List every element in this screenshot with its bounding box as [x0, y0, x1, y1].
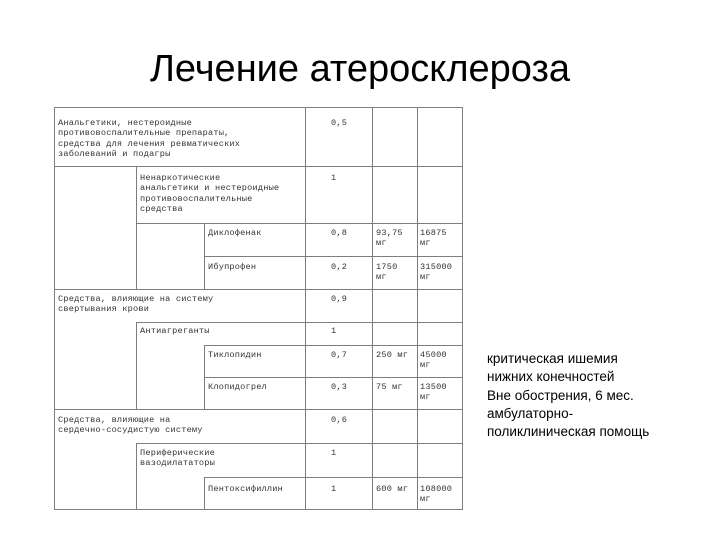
table-cell-course-dose: 45000 мг: [420, 350, 447, 371]
table-cell-name: Диклофенак: [208, 228, 262, 238]
table-cell-course-dose: 13500 мг: [420, 382, 447, 403]
table-cell-coefficient: 1: [331, 484, 337, 494]
row-divider: [136, 443, 463, 444]
table-cell-name: Тиклопидин: [208, 350, 262, 360]
row-divider: [54, 409, 463, 410]
row-divider: [136, 223, 463, 224]
table-cell-name: Антиагреганты: [140, 326, 210, 336]
slide-title: Лечение атеросклероза: [149, 48, 571, 90]
table-cell-coefficient: 0,5: [331, 118, 348, 128]
row-divider: [204, 377, 463, 378]
drug-table: [54, 107, 463, 510]
column-divider: [417, 107, 418, 510]
table-cell-coefficient: 0,8: [331, 228, 348, 238]
table-border-left: [54, 107, 55, 510]
column-divider: [204, 477, 205, 509]
note-line: нижних конечностей: [487, 369, 615, 385]
table-cell-coefficient: 0,6: [331, 415, 348, 425]
table-cell-name: Клопидогрел: [208, 382, 267, 392]
table-cell-course-dose: 108000 мг: [420, 484, 453, 505]
row-divider: [136, 322, 463, 323]
column-divider: [136, 322, 137, 409]
table-cell-coefficient: 1: [331, 173, 337, 183]
row-divider: [204, 256, 463, 257]
note-line: Вне обострения, 6 мес.: [487, 387, 634, 403]
table-cell-coefficient: 1: [331, 448, 337, 458]
table-border-bottom: [54, 509, 463, 510]
table-cell-daily-dose: 250 мг: [376, 350, 409, 360]
column-divider: [204, 223, 205, 289]
row-divider: [204, 477, 463, 478]
row-divider: [54, 166, 463, 167]
row-divider: [204, 345, 463, 346]
table-cell-course-dose: 315000 мг: [420, 262, 453, 283]
row-divider: [54, 289, 463, 290]
table-cell-name: Периферические вазодилататоры: [140, 448, 215, 469]
table-cell-name: Ибупрофен: [208, 262, 257, 272]
note-line: поликлиническая помощь: [487, 424, 650, 440]
table-cell-name: Средства, влияющие на систему свертывания крови: [58, 294, 214, 315]
column-divider: [305, 107, 306, 510]
table-cell-name: Пентоксифиллин: [208, 484, 283, 494]
column-divider: [136, 166, 137, 289]
table-border-right: [462, 107, 463, 510]
table-cell-name: Средства, влияющие на сердечно-сосудистую систему: [58, 415, 203, 436]
table-cell-coefficient: 0,3: [331, 382, 348, 392]
table-cell-coefficient: 0,7: [331, 350, 348, 360]
table-cell-coefficient: 0,2: [331, 262, 348, 272]
treatment-conditions-note: [487, 350, 649, 441]
column-divider: [136, 443, 137, 509]
note-line: амбулаторно-: [487, 405, 574, 421]
table-cell-coefficient: 1: [331, 326, 337, 336]
table-cell-coefficient: 0,9: [331, 294, 348, 304]
table-cell-daily-dose: 600 мг: [376, 484, 409, 494]
table-cell-name: Ненаркотические анальгетики и нестероидные противовоспалительные средства: [140, 173, 280, 214]
table-cell-daily-dose: 93,75 мг: [376, 228, 403, 249]
column-divider: [204, 345, 205, 409]
table-border-top: [54, 107, 463, 108]
table-cell-daily-dose: 1750 мг: [376, 262, 398, 283]
note-line: критическая ишемия: [487, 351, 618, 366]
column-divider: [372, 107, 373, 510]
table-cell-course-dose: 16875 мг: [420, 228, 447, 249]
table-cell-name: Анальгетики, нестероидные противовоспалительные препараты, средства для лечения ревматических заболеваний и подагры: [58, 118, 241, 159]
table-cell-daily-dose: 75 мг: [376, 382, 403, 392]
